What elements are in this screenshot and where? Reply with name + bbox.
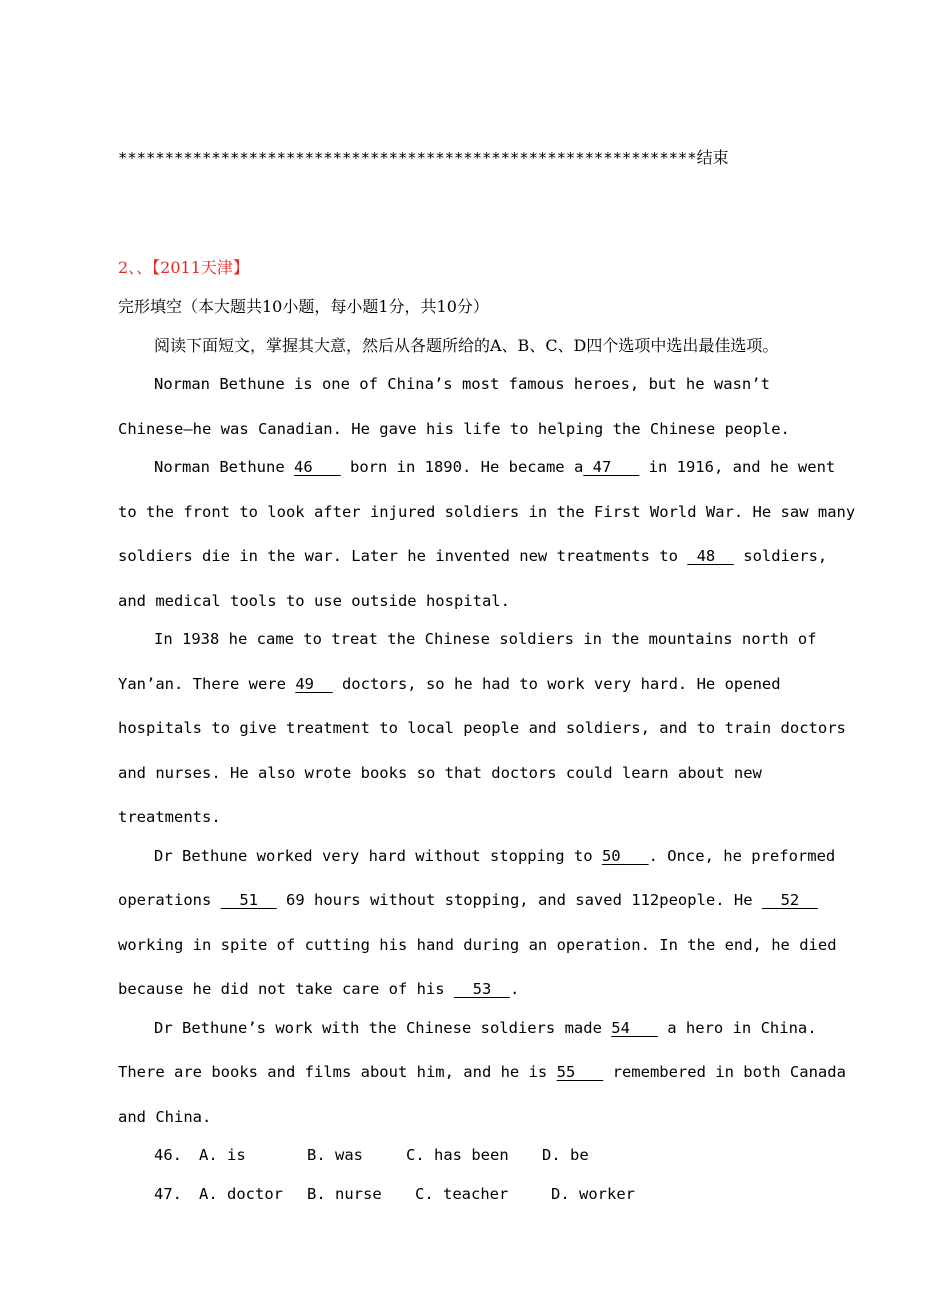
section-title: 2、、【2011天津】 (118, 258, 249, 277)
section-instruction: 完形填空（本大题共10小题，每小题1分，共10分） (118, 297, 489, 316)
blank-49: 49 (295, 675, 333, 693)
passage-text: in 1916, and he went (639, 458, 836, 476)
passage-text: remembered in both Canada (603, 1063, 846, 1081)
passage-line: treatments. (118, 808, 221, 826)
end-divider (118, 148, 729, 168)
option-a: A. is (199, 1146, 246, 1164)
passage-text: doctors, so he had to work very hard. He opened (332, 675, 781, 693)
option-a: A. doctor (199, 1185, 283, 1203)
blank-55: 55 (556, 1063, 604, 1081)
blank-54: 54 (611, 1019, 658, 1037)
passage-line: hospitals to give treatment to local people and soldiers, and to train doctors (118, 719, 846, 737)
option-d: D. be (542, 1146, 589, 1164)
question-47 (154, 1184, 635, 1204)
passage-text: born in 1890. He became a (340, 458, 584, 476)
blank-51: 51 (220, 891, 277, 909)
question-46 (154, 1145, 589, 1165)
passage-line: and medical tools to use outside hospital. (118, 592, 510, 610)
passage-text: a hero in China. (657, 1019, 817, 1037)
blank-46: 46 (293, 458, 341, 476)
end-label: 结束 (696, 148, 729, 167)
option-d: D. worker (551, 1185, 635, 1203)
blank-52: 52 (761, 891, 818, 909)
passage-text: soldiers die in the war. Later he invented new treatments to (118, 547, 688, 565)
passage-text: soldiers, (733, 547, 828, 565)
star-divider: ************************************************************** (118, 149, 697, 167)
passage-line (118, 890, 818, 910)
passage-line (118, 674, 781, 694)
passage-line (154, 846, 835, 866)
passage-line: working in spite of cutting his hand during an operation. In the end, he died (118, 936, 837, 954)
passage-line: to the front to look after injured soldiers in the First World War. He saw many (118, 503, 856, 521)
passage-line: In 1938 he came to treat the Chinese soldiers in the mountains north of (154, 630, 817, 648)
passage-line: and nurses. He also wrote books so that doctors could learn about new (118, 764, 762, 782)
passage-text: Dr Bethune’s work with the Chinese soldiers made (154, 1019, 612, 1037)
question-number: 47. (154, 1185, 182, 1203)
blank-50: 50 (601, 847, 649, 865)
passage-text: . Once, he preformed (648, 847, 836, 865)
passage-text: Yan’an. There were (118, 675, 296, 693)
passage-text: . (509, 980, 520, 998)
passage-line: and China. (118, 1108, 212, 1126)
option-b: B. was (307, 1146, 363, 1164)
passage-line (118, 979, 519, 999)
passage-line (118, 546, 827, 566)
passage-text: There are books and films about him, and he is (118, 1063, 557, 1081)
blank-47: 47 (583, 458, 640, 476)
passage-text: operations (118, 891, 221, 909)
passage-text: 69 hours without stopping, and saved 112people. He (276, 891, 762, 909)
passage-line (118, 1062, 846, 1082)
passage-text: because he did not take care of his (118, 980, 454, 998)
section-direction: 阅读下面短文，掌握其大意，然后从各题所给的A、B、C、D四个选项中选出最佳选项。 (154, 336, 779, 355)
passage-text: Norman Bethune (154, 458, 294, 476)
option-b: B. nurse (307, 1185, 382, 1203)
option-c: C. has been (406, 1146, 509, 1164)
blank-48: 48 (687, 547, 734, 565)
passage-line (154, 457, 835, 477)
passage-line (154, 1018, 817, 1038)
option-c: C. teacher (415, 1185, 509, 1203)
blank-53: 53 (453, 980, 510, 998)
passage-line: Norman Bethune is one of China’s most famous heroes, but he wasn’t (154, 375, 770, 393)
question-number: 46. (154, 1146, 182, 1164)
passage-line: Chinese—he was Canadian. He gave his life to helping the Chinese people. (118, 420, 790, 438)
passage-text: Dr Bethune worked very hard without stopping to (154, 847, 602, 865)
